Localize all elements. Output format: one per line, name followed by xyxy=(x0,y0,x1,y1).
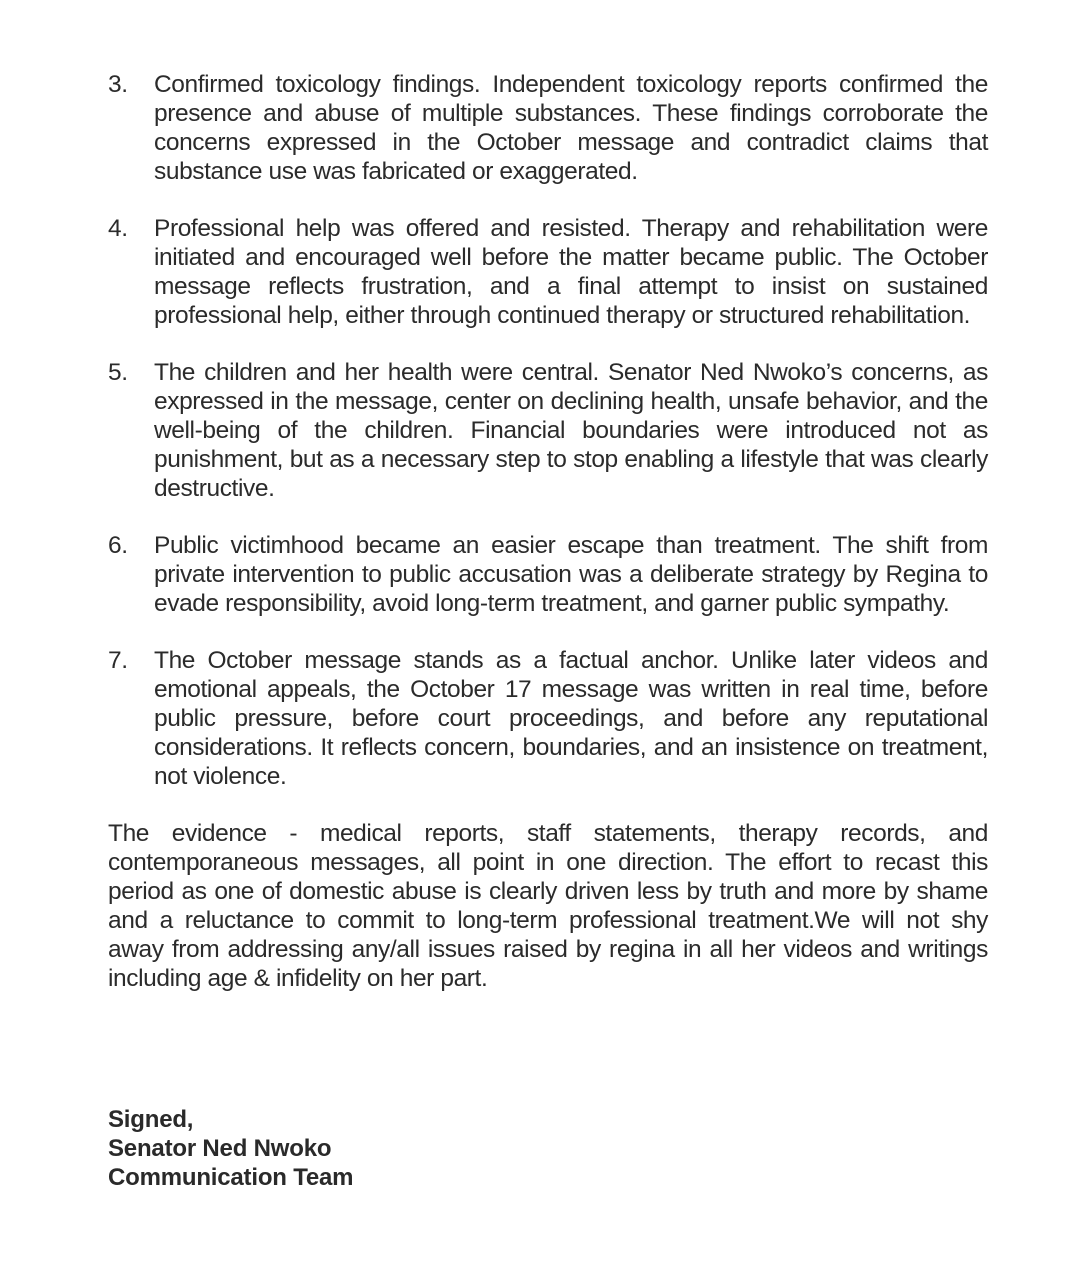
list-number: 4. xyxy=(108,215,128,242)
list-item-3 xyxy=(108,70,988,186)
signature-block xyxy=(108,1105,353,1192)
signature-name: Senator Ned Nwoko xyxy=(108,1135,332,1162)
list-item-5 xyxy=(108,358,988,503)
list-number: 5. xyxy=(108,359,128,386)
closing-paragraph: The evidence - medical reports, staff statements, therapy records, and contemporaneous messages, all point in one direction. The effort to recast this period as one of domestic abuse is clearly driven less by truth and more by shame and a reluctance to commit to long-term professional treatment.We will not shy away from addressing any/all issues raised by regina in all her videos and writings including age & infidelity on her part. xyxy=(108,820,988,992)
list-item-4 xyxy=(108,214,988,330)
list-item-text: Confirmed toxicology findings. Independent toxicology reports confirmed the presence and abuse of multiple substances. These findings corroborate the concerns expressed in the October message and contradict claims that substance use was fabricated or exaggerated. xyxy=(154,71,988,185)
list-number: 7. xyxy=(108,647,128,674)
document-body xyxy=(108,70,988,1018)
list-number: 6. xyxy=(108,532,128,559)
list-item-6 xyxy=(108,531,988,618)
list-item-7 xyxy=(108,646,988,791)
signature-signed: Signed, xyxy=(108,1106,194,1133)
list-item-text: Public victimhood became an easier escape than treatment. The shift from private intervention to public accusation was a deliberate strategy by Regina to evade responsibility, avoid long-term treatment, and garner public sympathy. xyxy=(154,532,988,617)
signature-team: Communication Team xyxy=(108,1164,354,1191)
list-item-text: The October message stands as a factual anchor. Unlike later videos and emotional appeals, the October 17 message was written in real time, before public pressure, before court proceedings, and before any reputational considerations. It reflects concern, boundaries, and an insistence on treatment, not violence. xyxy=(154,647,988,790)
list-item-text: The children and her health were central. Senator Ned Nwoko’s concerns, as expressed in the message, center on declining health, unsafe behavior, and the well-being of the children. Financial boundaries were introduced not as punishment, but as a necessary step to stop enabling a lifestyle that was clearly destructive. xyxy=(154,359,988,502)
list-item-text: Professional help was offered and resisted. Therapy and rehabilitation were initiated and encouraged well before the matter became public. The October message reflects frustration, and a final attempt to insist on sustained professional help, either through continued therapy or structured rehabilitation. xyxy=(154,215,988,329)
list-number: 3. xyxy=(108,71,128,98)
